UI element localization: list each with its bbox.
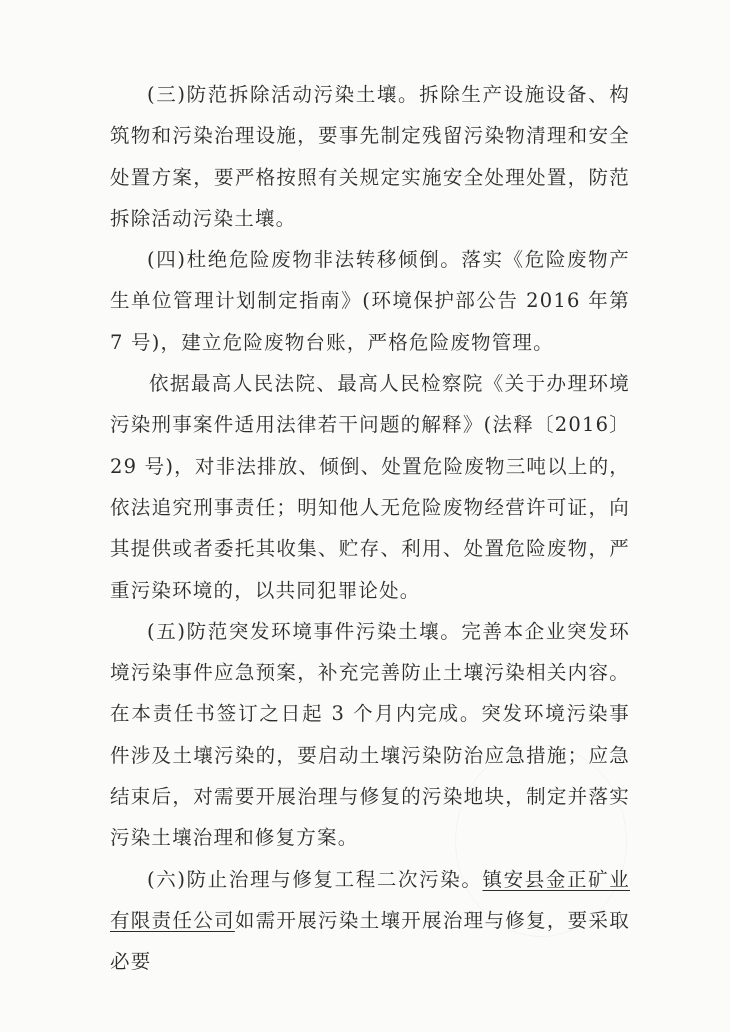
paragraph-secondary-pollution xyxy=(110,859,630,983)
paragraph-hazardous-waste: (四)杜绝危险废物非法转移倾倒。落实《危险废物产生单位管理计划制定指南》(环境保护部公告 2016 年第 7 号)，建立危险废物台账，严格危险废物管理。 xyxy=(110,248,630,354)
paragraph-demolition: (三)防范拆除活动污染土壤。拆除生产设施设备、构筑物和污染治理设施，要事先制定残留污染物清理和安全处置方案，要严格按照有关规定实施安全处理处置，防范拆除活动污染土壤。 xyxy=(110,83,630,230)
company-name: 镇安县金正矿业有限责任公司 xyxy=(110,867,630,932)
paragraph-secondary-pollution-lead: (六)防止治理与修复工程二次污染。 xyxy=(147,867,483,891)
paragraph-legal-basis: 依据最高人民法院、最高人民检察院《关于办理环境污染刑事案件适用法律若干问题的解释》(法释〔2016〕29 号)，对非法排放、倾倒、处置危险废物三吨以上的，依法追究刑事责任；明知他人无危险废物经营许可证，向其提供或者委托其收集、贮存、利用、处置危险废物，严重污染环境的，以共同犯罪论处。 xyxy=(110,372,630,602)
paragraph-emergency: (五)防范突发环境事件污染土壤。完善本企业突发环境污染事件应急预案，补充完善防止土壤污染相关内容。在本责任书签订之日起 3 个月内完成。突发环境污染事件涉及土壤污染的，要启动土壤污染防治应急措施；应急结束后，对需要开展治理与修复的污染地块，制定并落实污染土壤治理和修复方案。 xyxy=(110,619,630,850)
document-body xyxy=(110,74,630,983)
paragraph-secondary-pollution-tail: 如需开展污染土壤开展治理与修复，要采取必要 xyxy=(110,908,630,974)
